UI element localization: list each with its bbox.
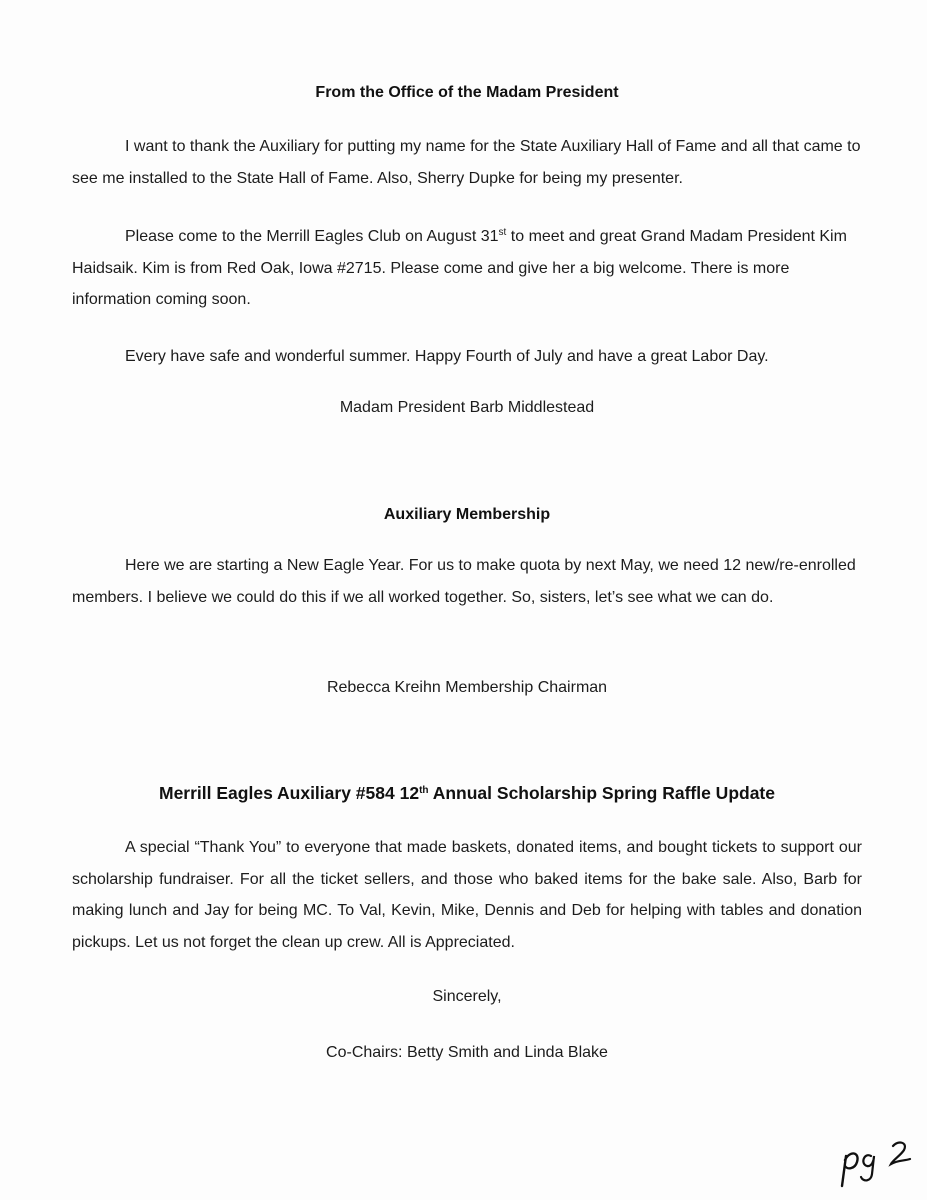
raffle-heading-after: Annual Scholarship Spring Raffle Update [428,783,775,803]
raffle-closing: Sincerely, [432,988,502,1005]
membership-heading: Auxiliary Membership [383,506,551,523]
raffle-signature: Co-Chairs: Betty Smith and Linda Blake [326,1044,608,1061]
raffle-paragraph: A special “Thank You” to everyone that made baskets, donated items, and bought tickets to support our scholarship fundraiser. For all the ticket sellers, and those who baked items for the bake sale. Also, Barb for making lunch and Jay for being MC. To Val, Kevin, Mike, Dennis and Deb for helping with tables and donation pickups. Let us not forget the clean up crew. All is Appreciated. [72,839,862,951]
handwritten-page-number [838,1138,918,1188]
raffle-heading-before: Merrill Eagles Auxiliary #584 12 [159,783,420,803]
president-signature: Madam President Barb Middlestead [339,399,595,416]
president-paragraph-2-after: to meet and great Grand Madam President Kim Haidsaik. Kim is from Red Oak, Iowa #2715. Please come and give her a big welcome. There is more information coming soon. [72,228,847,308]
raffle-signature-block [72,1037,862,1069]
membership-signature: Rebecca Kreihn Membership Chairman [326,679,608,696]
raffle-paragraph-block [72,832,862,958]
raffle-heading [72,783,862,804]
president-signature-block [72,392,862,424]
membership-paragraph: Here we are starting a New Eagle Year. For us to make quota by next May, we need 12 new/re-enrolled members. I believe we could do this if we all worked together. So, sisters, let’s see what we can do. [72,557,856,606]
president-paragraph-2-sup: st [498,227,507,238]
president-paragraph-3: Every have safe and wonderful summer. Happy Fourth of July and have a great Labor Day. [125,348,769,365]
president-section [72,84,862,102]
president-paragraph-1: I want to thank the Auxiliary for putting my name for the State Auxiliary Hall of Fame and all that came to see me installed to the State Hall of Fame. Also, Sherry Dupke for being my presenter. [72,138,861,187]
president-paragraph-2-block [72,221,862,316]
president-paragraph-1-block [72,131,862,194]
president-paragraph-3-block [72,341,862,373]
raffle-closing-block [72,981,862,1013]
president-paragraph-2 [72,221,862,316]
president-heading: From the Office of the Madam President [315,84,619,101]
raffle-heading-sup: th [419,785,429,796]
membership-paragraph-block [72,550,862,613]
raffle-section [72,783,862,804]
membership-signature-block [72,672,862,704]
membership-section [72,506,862,524]
president-paragraph-2-before: Please come to the Merrill Eagles Club on August 31 [125,228,499,245]
